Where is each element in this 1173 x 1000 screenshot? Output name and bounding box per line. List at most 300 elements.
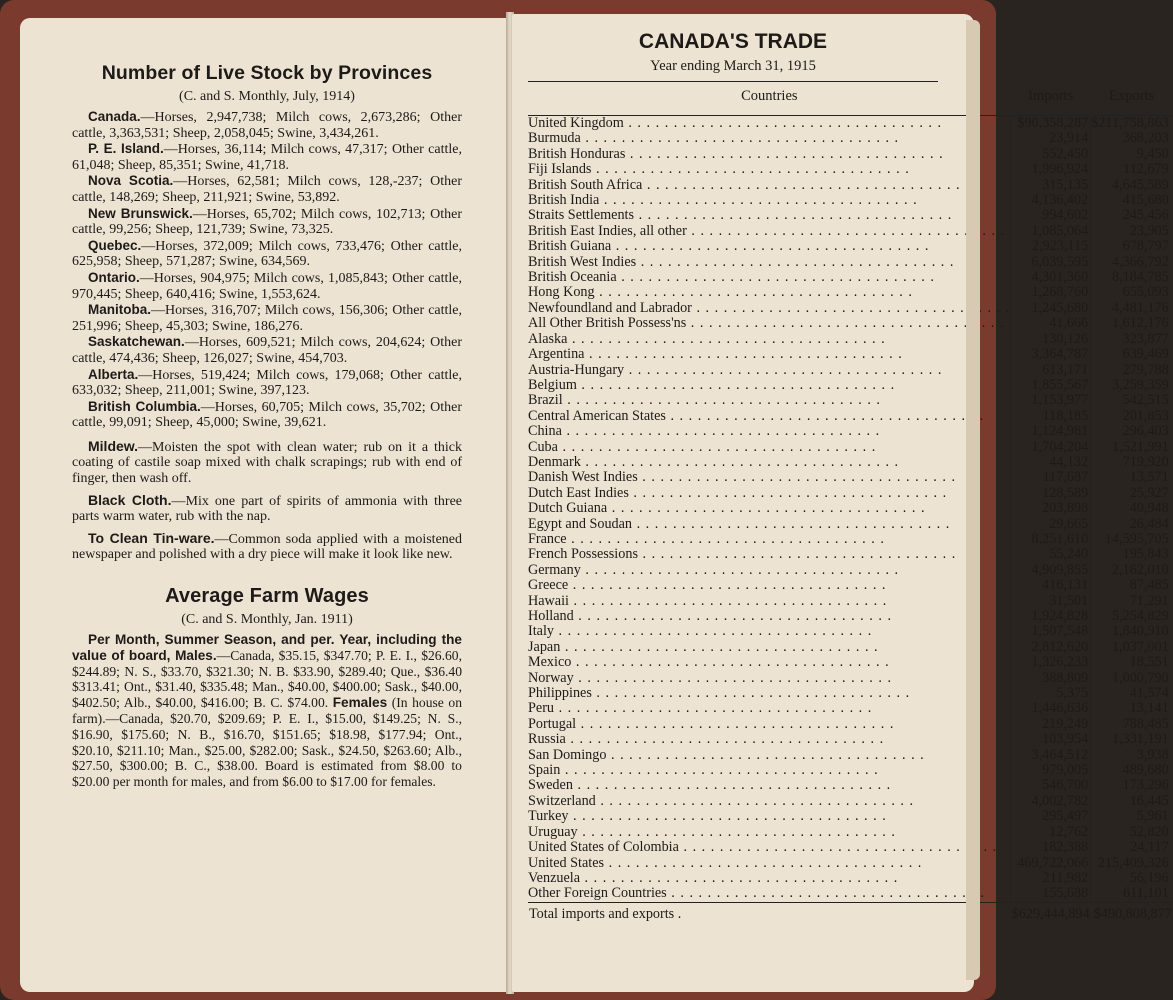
trade-table: [528, 82, 1173, 924]
exports-cell: 4,366,792: [1091, 255, 1173, 270]
household-tips: [72, 439, 462, 563]
wages-title: Average Farm Wages: [165, 585, 369, 608]
province-entry: [72, 173, 462, 205]
province-figures: —Horses, 62,581; Milch cows, 128,-237; Other cattle, 148,269; Sheep, 211,921; Swine, 53,892.: [72, 174, 462, 205]
country-name: Venzuela . . .: [528, 871, 1010, 886]
country-name: British Oceania . . .: [528, 270, 1010, 285]
country-name: Belgium . . .: [528, 378, 1010, 393]
table-row: [528, 424, 1173, 439]
exports-cell: 87,485: [1091, 578, 1173, 593]
country-name: Alaska . . .: [528, 332, 1010, 347]
country-cell: [528, 131, 1011, 146]
country-name: Egypt and Soudan . . .: [528, 517, 1010, 532]
country-cell: [528, 363, 1011, 378]
table-row: [528, 178, 1173, 193]
table-header-row: [528, 82, 1173, 116]
country-name: Uruguay . . .: [528, 825, 1010, 840]
country-name: Fiji Islands . . .: [528, 162, 1010, 177]
imports-cell: 155,688: [1011, 886, 1091, 902]
country-name: Turkey . . .: [528, 809, 1010, 824]
province-figures: —Horses, 519,424; Milch cows, 179,068; Other cattle, 633,032; Sheep, 211,001; Swine, 397,123.: [72, 367, 462, 399]
wages-females-label: Females: [332, 695, 388, 711]
country-name: France . . .: [528, 532, 1010, 547]
wages-board: Board is estimated from $8.00 to $20.00 per month for males, and from $6.00 to $17.00 for females.: [72, 758, 462, 790]
country-cell: [528, 162, 1011, 177]
table-row: [528, 840, 1173, 855]
right-page: [512, 14, 1172, 992]
imports-cell: 1,704,204: [1011, 440, 1091, 455]
country-cell: [528, 347, 1011, 362]
country-cell: [528, 701, 1011, 716]
table-row: [528, 717, 1173, 732]
country-name: Brazil . . .: [528, 393, 1010, 408]
imports-cell: 1,446,636: [1011, 701, 1091, 716]
table-row: [528, 316, 1173, 331]
country-name: Philippines . . .: [528, 686, 1010, 701]
imports-cell: 4,136,402: [1011, 193, 1091, 208]
country-cell: [528, 547, 1011, 562]
country-cell: [528, 424, 1011, 439]
col-imports: Imports: [1011, 82, 1091, 116]
total-row: [528, 902, 1173, 924]
table-row: [528, 778, 1173, 793]
col-countries: Countries: [528, 82, 1011, 116]
table-row: [528, 563, 1173, 578]
country-name: Other Foreign Countries . . .: [528, 886, 1010, 901]
imports-cell: 103,954: [1011, 732, 1091, 747]
country-cell: [528, 224, 1011, 239]
exports-cell: 23,905: [1091, 224, 1173, 239]
exports-cell: 368,203: [1091, 131, 1173, 146]
country-cell: [528, 640, 1011, 655]
country-cell: [528, 825, 1011, 840]
country-cell: [528, 332, 1011, 347]
imports-cell: 295,497: [1011, 809, 1091, 824]
country-cell: [528, 763, 1011, 778]
country-cell: [528, 594, 1011, 609]
table-row: [528, 239, 1173, 254]
imports-cell: 4,301,360: [1011, 270, 1091, 285]
province-entry: [72, 270, 462, 302]
exports-cell: 8,184,785: [1091, 270, 1173, 285]
exports-cell: 25,927: [1091, 486, 1173, 501]
country-cell: [528, 517, 1011, 532]
table-row: [528, 763, 1173, 778]
province-figures: —Horses, 60,705; Milch cows, 35,702; Other cattle, 99,091; Sheep, 45,000; Swine, 39,621.: [72, 399, 462, 431]
country-name: British West Indies . . .: [528, 255, 1010, 270]
country-name: Argentina . . .: [528, 347, 1010, 362]
trade-title: CANADA'S TRADE: [638, 30, 828, 53]
table-row: [528, 193, 1173, 208]
wages-source: (C. and S. Monthly, Jan. 1911): [181, 612, 353, 628]
country-cell: [528, 316, 1011, 331]
livestock-list: [72, 109, 462, 431]
exports-cell: 542,515: [1091, 393, 1173, 408]
country-name: British Honduras . . .: [528, 147, 1010, 162]
imports-cell: 29,665: [1011, 517, 1091, 532]
country-cell: [528, 239, 1011, 254]
country-name: British Guiana . . .: [528, 239, 1010, 254]
table-row: [528, 701, 1173, 716]
country-name: Greece . . .: [528, 578, 1010, 593]
imports-cell: 1,245,680: [1011, 301, 1091, 316]
country-cell: [528, 178, 1011, 193]
imports-cell: 44,132: [1011, 455, 1091, 470]
country-cell: [528, 486, 1011, 501]
imports-cell: 12,762: [1011, 825, 1091, 840]
province-figures: —Horses, 316,707; Milch cows, 156,306; Other cattle, 251,996; Sheep, 45,303; Swine, 186,276.: [72, 303, 462, 334]
exports-cell: 195,843: [1091, 547, 1173, 562]
province-entry: [72, 334, 462, 366]
exports-cell: 112,679: [1091, 162, 1173, 177]
country-cell: [528, 301, 1011, 316]
imports-cell: 182,388: [1011, 840, 1091, 855]
exports-cell: 5,254,829: [1091, 609, 1173, 624]
imports-cell: 31,501: [1011, 594, 1091, 609]
country-cell: [528, 609, 1011, 624]
country-cell: [528, 717, 1011, 732]
country-cell: [528, 563, 1011, 578]
province-name: P. E. Island.: [88, 141, 164, 157]
imports-cell: 203,898: [1011, 501, 1091, 516]
imports-cell: 3,364,787: [1011, 347, 1091, 362]
tip-text: —Common soda applied with a moistened newspaper and polished with a dry piece will make it look like new.: [72, 531, 462, 563]
imports-cell: 979,005: [1011, 763, 1091, 778]
province-figures: —Horses, 609,521; Milch cows, 204,624; Other cattle, 474,436; Sheep, 126,027; Swine, 454,703.: [72, 335, 462, 366]
country-cell: [528, 270, 1011, 285]
exports-cell: 245,456: [1091, 208, 1173, 223]
table-row: [528, 486, 1173, 501]
exports-cell: 4,645,589: [1091, 178, 1173, 193]
table-row: [528, 363, 1173, 378]
table-row: [528, 393, 1173, 408]
imports-cell: 117,687: [1011, 470, 1091, 485]
table-row: [528, 116, 1173, 132]
country-cell: [528, 886, 1011, 902]
country-cell: [528, 501, 1011, 516]
province-figures: —Horses, 36,114; Milch cows, 47,317; Other cattle, 61,048; Sheep, 85,351; Swine, 41,718.: [72, 142, 462, 173]
country-name: Spain . . .: [528, 763, 1010, 778]
country-name: United States of Colombia . . .: [528, 840, 1010, 855]
table-row: [528, 255, 1173, 270]
country-name: Straits Settlements . . .: [528, 208, 1010, 223]
imports-cell: 546,700: [1011, 778, 1091, 793]
wages-females: (In house on farm).—Canada, $20.70, $209.69; P. E. I., $15.00, $149.25; N. S., $16.90, $175.60; N. B., $16.70, $151.65; $18.98, $177.94; Ont., $20.10, $211.10; Man., $25.00, $282.00; Sask., $24.50, $263.60; Alb., $27.50, $300.00; B. C., $38.00.: [72, 695, 462, 774]
province-entry: [72, 302, 462, 334]
country-cell: [528, 840, 1011, 855]
country-name: Denmark . . .: [528, 455, 1010, 470]
table-row: [528, 732, 1173, 747]
imports-cell: 416,131: [1011, 578, 1091, 593]
exports-cell: 1,521,991: [1091, 440, 1173, 455]
province-name: Ontario.: [88, 269, 140, 285]
exports-cell: 3,938: [1091, 748, 1173, 763]
exports-cell: 41,574: [1091, 686, 1173, 701]
table-row: [528, 547, 1173, 562]
imports-cell: 4,909,855: [1011, 563, 1091, 578]
country-cell: [528, 624, 1011, 639]
province-name: Manitoba.: [88, 302, 151, 318]
table-row: [528, 794, 1173, 809]
country-name: Sweden . . .: [528, 778, 1010, 793]
exports-cell: 1,612,176: [1091, 316, 1173, 331]
country-cell: [528, 255, 1011, 270]
exports-cell: 215,409,326: [1091, 856, 1173, 871]
province-entry: [72, 238, 462, 270]
country-name: Germany . . .: [528, 563, 1010, 578]
table-row: [528, 270, 1173, 285]
table-row: [528, 378, 1173, 393]
tip-entry: [72, 439, 462, 487]
province-name: Saskatchewan.: [88, 334, 185, 350]
imports-cell: 388,809: [1011, 671, 1091, 686]
livestock-source: (C. and S. Monthly, July, 1914): [179, 89, 355, 104]
wages-body: [72, 632, 462, 790]
country-cell: [528, 147, 1011, 162]
imports-cell: 8,251,610: [1011, 532, 1091, 547]
country-cell: [528, 655, 1011, 670]
table-row: [528, 748, 1173, 763]
country-cell: [528, 116, 1011, 132]
country-cell: [528, 470, 1011, 485]
imports-cell: 3,464,512: [1011, 748, 1091, 763]
exports-cell: 639,469: [1091, 347, 1173, 362]
exports-cell: 173,296: [1091, 778, 1173, 793]
exports-cell: 26,484: [1091, 517, 1173, 532]
country-name: Russia . . .: [528, 732, 1010, 747]
country-cell: [528, 532, 1011, 547]
exports-cell: 14,595,705: [1091, 532, 1173, 547]
table-row: [528, 686, 1173, 701]
imports-cell: 55,240: [1011, 547, 1091, 562]
livestock-title: Number of Live Stock by Provinces: [101, 62, 433, 84]
province-name: Alberta.: [88, 366, 139, 382]
country-cell: [528, 686, 1011, 701]
table-row: [528, 886, 1173, 902]
country-cell: [528, 809, 1011, 824]
country-cell: [528, 748, 1011, 763]
exports-cell: 24,117: [1091, 840, 1173, 855]
table-row: [528, 285, 1173, 300]
country-cell: [528, 409, 1011, 424]
country-name: Danish West Indies . . .: [528, 470, 1010, 485]
col-exports: Exports: [1091, 82, 1173, 116]
exports-cell: 655,093: [1091, 285, 1173, 300]
exports-cell: 16,445: [1091, 794, 1173, 809]
country-name: Dutch East Indies . . .: [528, 486, 1010, 501]
country-cell: [528, 871, 1011, 886]
imports-cell: 2,923,115: [1011, 239, 1091, 254]
wages-heading: Per Month, Summer Season, and per. Year, including the value of board, Males.: [72, 632, 462, 663]
table-row: [528, 809, 1173, 824]
imports-cell: 1,507,548: [1011, 624, 1091, 639]
province-entry: [72, 141, 462, 173]
country-name: Cuba . . .: [528, 440, 1010, 455]
table-row: [528, 470, 1173, 485]
imports-cell: 1,124,981: [1011, 424, 1091, 439]
imports-cell: 315,135: [1011, 178, 1091, 193]
total-exports: $490,808,877: [1091, 902, 1173, 924]
table-row: [528, 501, 1173, 516]
exports-cell: 71,291: [1091, 594, 1173, 609]
table-row: [528, 671, 1173, 686]
table-row: [528, 517, 1173, 532]
imports-cell: 23,914: [1011, 131, 1091, 146]
province-entry: [72, 399, 462, 431]
province-figures: —Horses, 904,975; Milch cows, 1,085,843; Other cattle, 970,445; Sheep, 640,416; Swine, 1,553,624.: [72, 270, 462, 302]
table-row: [528, 224, 1173, 239]
exports-cell: 52,820: [1091, 825, 1173, 840]
tip-entry: [72, 531, 462, 563]
imports-cell: 1,326,233: [1011, 655, 1091, 670]
table-row: [528, 455, 1173, 470]
country-name: Switzerland . . .: [528, 794, 1010, 809]
exports-cell: 1,331,191: [1091, 732, 1173, 747]
total-label-text: Total imports and exports: [529, 905, 675, 922]
imports-cell: 219,249: [1011, 717, 1091, 732]
exports-cell: 3,259,359: [1091, 378, 1173, 393]
farm-wages-section: [72, 585, 462, 790]
exports-cell: 611,101: [1091, 886, 1173, 902]
imports-cell: 1,924,828: [1011, 609, 1091, 624]
country-cell: [528, 671, 1011, 686]
country-name: Italy . . .: [528, 624, 1010, 639]
imports-cell: 1,153,977: [1011, 393, 1091, 408]
country-name: Burmuda . . .: [528, 131, 1010, 146]
province-figures: —Horses, 2,947,738; Milch cows, 2,673,286; Other cattle, 3,363,531; Sheep, 2,058,045; Swine, 3,434,261.: [72, 110, 462, 141]
tip-entry: [72, 493, 462, 525]
country-name: French Possessions . . .: [528, 547, 1010, 562]
imports-cell: 118,185: [1011, 409, 1091, 424]
table-row: [528, 640, 1173, 655]
exports-cell: 13,141: [1091, 701, 1173, 716]
country-cell: [528, 455, 1011, 470]
imports-cell: 130,126: [1011, 332, 1091, 347]
country-name: Hawaii . . .: [528, 594, 1010, 609]
country-name: British South Africa . . .: [528, 178, 1010, 193]
exports-cell: 5,961: [1091, 809, 1173, 824]
imports-cell: 41,666: [1011, 316, 1091, 331]
country-cell: [528, 732, 1011, 747]
country-name: Austria-Hungary . . .: [528, 363, 1010, 378]
exports-cell: 56,196: [1091, 871, 1173, 886]
tip-heading: Black Cloth.: [88, 491, 172, 508]
country-name: United Kingdom . . .: [528, 116, 1010, 131]
country-cell: [528, 285, 1011, 300]
exports-cell: 1,000,790: [1091, 671, 1173, 686]
exports-cell: 13,571: [1091, 470, 1173, 485]
table-row: [528, 609, 1173, 624]
province-name: Canada.: [88, 109, 141, 124]
exports-cell: 1,037,001: [1091, 640, 1173, 655]
country-name: Mexico . . .: [528, 655, 1010, 670]
imports-cell: 128,589: [1011, 486, 1091, 501]
exports-cell: 489,680: [1091, 763, 1173, 778]
tip-heading: To Clean Tin-ware.: [88, 529, 215, 546]
province-entry: [72, 206, 462, 238]
province-entry: [72, 109, 462, 141]
province-figures: —Horses, 65,702; Milch cows, 102,713; Other cattle, 99,256; Sheep, 121,739; Swine, 73,325.: [72, 206, 462, 238]
country-name: Dutch Guiana . . .: [528, 501, 1010, 516]
table-row: [528, 332, 1173, 347]
exports-cell: 296,403: [1091, 424, 1173, 439]
exports-cell: 678,797: [1091, 239, 1173, 254]
imports-cell: 6,039,595: [1011, 255, 1091, 270]
table-row: [528, 131, 1173, 146]
country-name: Peru . . .: [528, 701, 1010, 716]
table-row: [528, 347, 1173, 362]
page-edges: [966, 20, 980, 980]
country-name: British East Indies, all other . . .: [528, 224, 1010, 239]
wages-males: —Canada, $35.15, $347.70; P. E. I., $26.60, $244.89; N. S., $33.70, $321.30; N. B. $33.90, $289.40; Que., $36.40 $313.41; Ont., $31.40, $335.48; Man., $40.00, $400.00; Sask., $40.00, $402.50; Alb., $40.00, $416.00; B. C. $74.00.: [72, 647, 462, 711]
tip-text: —Mix one part of spirits of ammonia with three parts warm water, rub with the nap.: [72, 493, 463, 525]
imports-cell: 552,450: [1011, 147, 1091, 162]
country-cell: [528, 856, 1011, 871]
country-name: Norway . . .: [528, 671, 1010, 686]
imports-cell: 1,855,567: [1011, 378, 1091, 393]
imports-cell: 211,982: [1011, 871, 1091, 886]
table-row: [528, 655, 1173, 670]
trade-table-body: [528, 116, 1173, 903]
imports-cell: 2,812,620: [1011, 640, 1091, 655]
province-name: Quebec.: [88, 237, 142, 253]
exports-cell: 1,840,910: [1091, 624, 1173, 639]
table-row: [528, 871, 1173, 886]
exports-cell: 2,162,010: [1091, 563, 1173, 578]
country-name: Hong Kong . . .: [528, 285, 1010, 300]
country-cell: [528, 378, 1011, 393]
country-cell: [528, 393, 1011, 408]
table-row: [528, 147, 1173, 162]
table-row: [528, 162, 1173, 177]
exports-cell: 201,853: [1091, 409, 1173, 424]
imports-cell: $90,358,287: [1011, 116, 1091, 132]
exports-cell: 788,485: [1091, 717, 1173, 732]
imports-cell: 1,085,064: [1011, 224, 1091, 239]
province-name: British Columbia.: [88, 398, 201, 414]
tip-text: —Moisten the spot with clean water; rub on it a thick coating of castile soap mixed with chalk scrapings; rub with end of finger, then wash off.: [72, 439, 462, 487]
table-row: [528, 578, 1173, 593]
country-name: San Domingo . . .: [528, 748, 1010, 763]
country-cell: [528, 193, 1011, 208]
imports-cell: 994,602: [1011, 208, 1091, 223]
country-name: Portugal . . .: [528, 717, 1010, 732]
table-row: [528, 532, 1173, 547]
country-name: Central American States . . .: [528, 409, 1010, 424]
exports-cell: 40,948: [1091, 501, 1173, 516]
country-name: China . . .: [528, 424, 1010, 439]
exports-cell: 18,551: [1091, 655, 1173, 670]
country-cell: [528, 794, 1011, 809]
country-name: British India . . .: [528, 193, 1010, 208]
tip-heading: Mildew.: [88, 437, 139, 454]
imports-cell: 5,375: [1011, 686, 1091, 701]
country-name: Newfoundland and Labrador . . .: [528, 301, 1010, 316]
province-name: Nova Scotia.: [88, 173, 174, 189]
imports-cell: 1,268,760: [1011, 285, 1091, 300]
exports-cell: 279,788: [1091, 363, 1173, 378]
table-row: [528, 594, 1173, 609]
table-row: [528, 440, 1173, 455]
imports-cell: 1,996,924: [1011, 162, 1091, 177]
trade-subtitle: Year ending March 31, 1915: [650, 58, 816, 74]
exports-cell: 719,920: [1091, 455, 1173, 470]
imports-cell: 613,171: [1011, 363, 1091, 378]
country-name: Japan . . .: [528, 640, 1010, 655]
imports-cell: 4,002,782: [1011, 794, 1091, 809]
table-row: [528, 856, 1173, 871]
exports-cell: 323,877: [1091, 332, 1173, 347]
